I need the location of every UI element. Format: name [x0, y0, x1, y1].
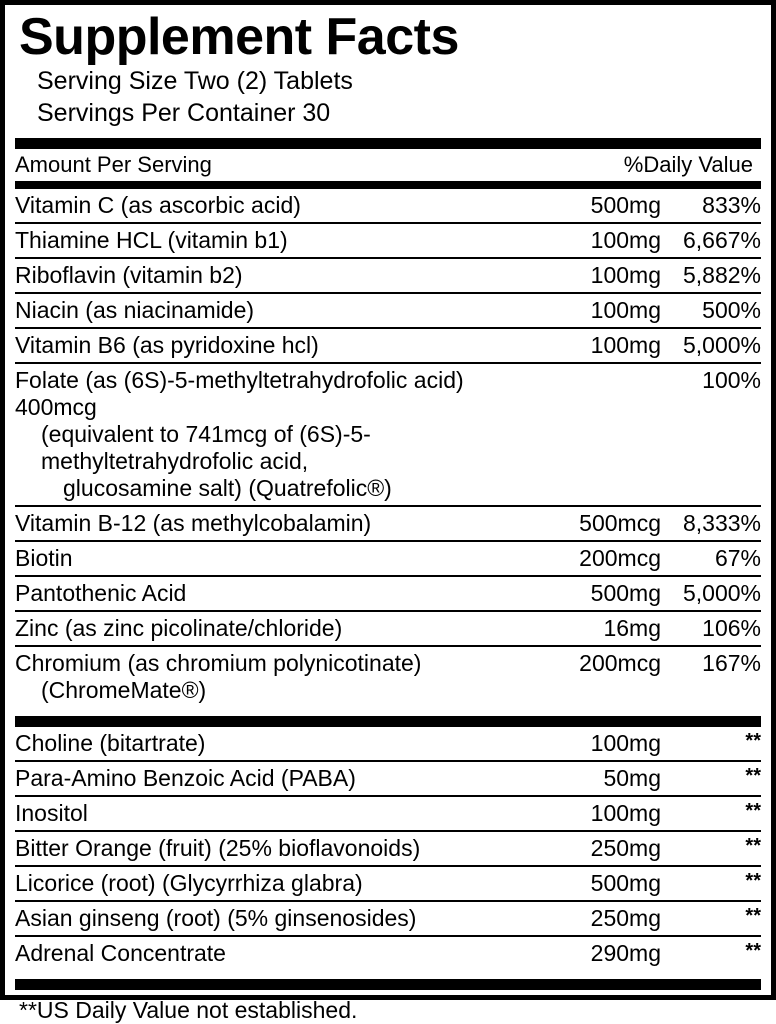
nutrient-dv: 8,333%: [661, 506, 761, 541]
divider-thick-bottom: [15, 979, 761, 990]
botanical-amount: 250mg: [551, 831, 661, 866]
divider-thick-top: [15, 138, 761, 149]
table-row: [15, 363, 761, 506]
botanical-name: Adrenal Concentrate: [15, 940, 226, 966]
botanical-amount: 250mg: [551, 901, 661, 936]
botanical-dv: **: [661, 761, 761, 796]
botanicals-table: [15, 727, 761, 970]
botanical-dv: **: [661, 866, 761, 901]
table-header-row: [15, 149, 761, 182]
nutrient-name: Riboflavin (vitamin b2): [15, 258, 551, 293]
chromium-line-2: (ChromeMate®): [41, 677, 207, 703]
table-row: [15, 611, 761, 646]
table-row: [15, 328, 761, 363]
nutrient-amount: 100mg: [551, 258, 661, 293]
nutrient-amount: 100mg: [551, 293, 661, 328]
table-row: [15, 189, 761, 223]
nutrient-amount: 500mcg: [551, 506, 661, 541]
nutrient-dv: 106%: [661, 611, 761, 646]
nutrient-dv: 5,000%: [661, 328, 761, 363]
nutrient-amount: 16mg: [551, 611, 661, 646]
botanical-amount: 100mg: [551, 727, 661, 761]
table-row: [15, 901, 761, 936]
nutrient-amount: 500mg: [551, 189, 661, 223]
nutrient-amount: 500mg: [551, 576, 661, 611]
nutrient-name-chromium: [15, 646, 551, 707]
folate-line-1: Folate (as (6S)-5-methyltetrahydrofolic acid) 400mcg: [15, 367, 464, 420]
nutrient-dv: 67%: [661, 541, 761, 576]
table-row: [15, 761, 761, 796]
botanical-amount: 500mg: [551, 866, 661, 901]
botanical-name: Licorice (root) (Glycyrrhiza glabra): [15, 866, 551, 901]
botanical-dv: **: [661, 727, 761, 761]
table-row: [15, 223, 761, 258]
nutrient-amount: 200mcg: [579, 650, 661, 676]
botanical-dv: **: [745, 940, 761, 962]
nutrient-name: Niacin (as niacinamide): [15, 293, 551, 328]
nutrient-dv: 5,882%: [661, 258, 761, 293]
nutrient-amount: [551, 363, 661, 506]
nutrient-name-folate: [15, 363, 551, 506]
table-row: [15, 866, 761, 901]
botanical-dv: **: [661, 831, 761, 866]
botanical-name: Para-Amino Benzoic Acid (PABA): [15, 761, 551, 796]
nutrient-name: Vitamin B6 (as pyridoxine hcl): [15, 328, 551, 363]
botanical-amount: 50mg: [551, 761, 661, 796]
table-row: [15, 576, 761, 611]
nutrient-dv: 100%: [661, 363, 761, 506]
serving-size-text: Serving Size Two (2) Tablets: [37, 67, 353, 95]
botanical-name: Choline (bitartrate): [15, 727, 551, 761]
table-row: [15, 258, 761, 293]
chromium-line-1: Chromium (as chromium polynicotinate): [15, 650, 422, 676]
divider-thick-middle: [15, 716, 761, 727]
nutrient-name: Vitamin C (as ascorbic acid): [15, 189, 551, 223]
botanical-amount: 100mg: [551, 796, 661, 831]
table-row: [15, 506, 761, 541]
header-daily-value: %Daily Value: [455, 149, 761, 182]
folate-line-3: glucosamine salt) (Quatrefolic®): [63, 475, 392, 501]
nutrient-amount: 100mg: [551, 328, 661, 363]
table-row: [15, 541, 761, 576]
table-row: [15, 646, 761, 707]
table-row: [15, 293, 761, 328]
table-row: [15, 831, 761, 866]
botanical-name: Asian ginseng (root) (5% ginsenosides): [15, 901, 551, 936]
footnote-text: **US Daily Value not established.: [19, 997, 358, 1023]
botanical-name: Bitter Orange (fruit) (25% bioflavonoids): [15, 831, 551, 866]
nutrient-name: Biotin: [15, 541, 551, 576]
botanical-dv: **: [661, 901, 761, 936]
folate-line-2: (equivalent to 741mcg of (6S)-5-methyltetrahydrofolic acid,: [41, 421, 371, 474]
nutrient-name: Vitamin B-12 (as methylcobalamin): [15, 506, 551, 541]
nutrient-amount: 100mg: [551, 223, 661, 258]
nutrient-dv: 833%: [661, 189, 761, 223]
botanical-dv: **: [661, 796, 761, 831]
nutrient-amount: 200mcg: [551, 541, 661, 576]
nutrients-table: [15, 149, 761, 183]
nutrient-dv: 5,000%: [661, 576, 761, 611]
table-row: [15, 727, 761, 761]
nutrient-dv: 167%: [702, 650, 761, 676]
nutrient-dv: 6,667%: [661, 223, 761, 258]
nutrient-name: Thiamine HCL (vitamin b1): [15, 223, 551, 258]
botanical-name: Inositol: [15, 796, 551, 831]
botanical-amount: 290mg: [590, 940, 661, 966]
servings-per-container-text: Servings Per Container 30: [37, 99, 331, 127]
nutrient-dv: 500%: [661, 293, 761, 328]
nutrients-rows: [15, 189, 761, 707]
nutrient-name: Pantothenic Acid: [15, 576, 551, 611]
header-amount-per-serving: Amount Per Serving: [15, 149, 455, 182]
page-title: Supplement Facts: [19, 8, 459, 66]
nutrient-name: Zinc (as zinc picolinate/chloride): [15, 611, 551, 646]
table-row: [15, 936, 761, 970]
table-row: [15, 796, 761, 831]
